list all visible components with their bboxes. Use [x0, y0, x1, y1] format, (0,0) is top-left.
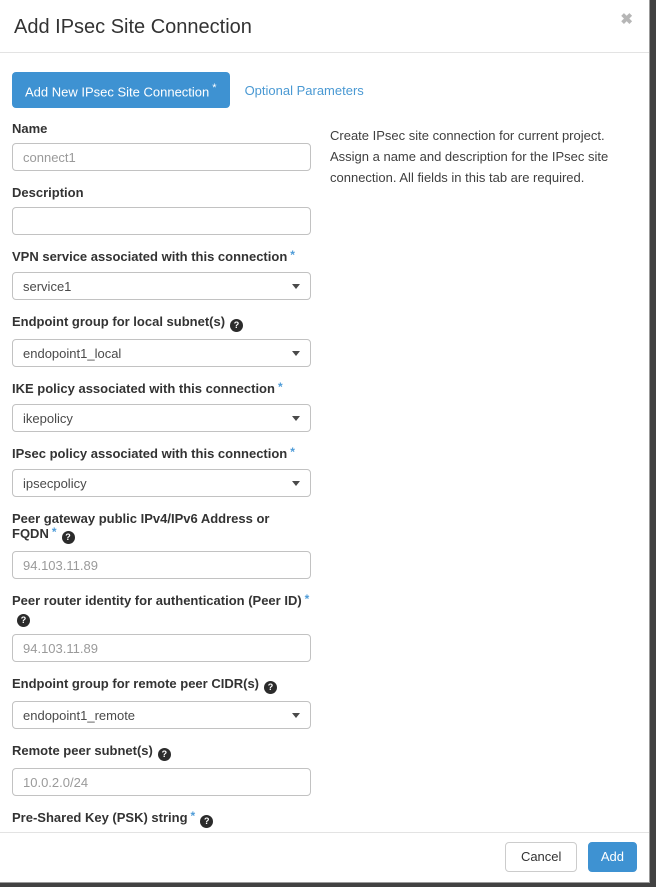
modal-body [0, 72, 649, 877]
chevron-down-icon [292, 284, 300, 289]
help-icon[interactable]: ? [230, 319, 243, 332]
field-label-text: Endpoint group for remote peer CIDR(s) [12, 676, 259, 692]
field-label-name [12, 121, 311, 136]
select-value: ikepolicy [23, 410, 73, 426]
name-input[interactable] [12, 143, 311, 171]
required-asterisk: * [277, 380, 283, 395]
field-label-text: Pre-Shared Key (PSK) string [12, 810, 188, 826]
endpoint-group-remote-select[interactable] [12, 701, 311, 729]
vpn-service-select[interactable] [12, 272, 311, 300]
field-label-text: Name [12, 121, 48, 137]
required-asterisk: * [290, 445, 295, 460]
peer-router-identity-input-wrap [12, 634, 311, 662]
description-input-wrap [12, 207, 311, 235]
modal-footer [0, 832, 649, 882]
required-asterisk: * [190, 809, 196, 824]
select-value: ipsecpolicy [23, 475, 87, 491]
help-icon[interactable]: ? [17, 614, 30, 627]
ipsec-policy-select[interactable] [12, 469, 311, 497]
field-label-peer-router-identity [12, 593, 311, 627]
help-icon[interactable]: ? [158, 748, 171, 761]
field-label-endpoint-group-local [12, 314, 311, 332]
modal-title: Add IPsec Site Connection [14, 16, 252, 38]
cancel-button[interactable]: Cancel [505, 842, 577, 872]
field-label-ike-policy [12, 381, 311, 397]
remote-peer-subnets-input-wrap [12, 768, 311, 796]
peer-gateway-address-input-wrap [12, 551, 311, 579]
form-group-peer-gateway-address [12, 511, 311, 579]
add-button[interactable]: Add [588, 842, 637, 872]
field-label-text: Description [12, 185, 84, 201]
chevron-down-icon [292, 351, 300, 356]
peer-gateway-address-input[interactable] [12, 551, 311, 579]
form-group-name [12, 121, 311, 171]
tabs-row [12, 72, 637, 108]
ike-policy-select[interactable] [12, 404, 311, 432]
select-value: endopoint1_local [23, 345, 122, 361]
tab-add-new-ipsec-site-connection[interactable] [12, 72, 230, 108]
field-label-text: VPN service associated with this connection [12, 249, 288, 265]
help-icon[interactable]: ? [62, 531, 75, 544]
field-label-text: Peer router identity for authentication (Peer ID) [12, 593, 302, 609]
field-label-description [12, 185, 311, 200]
field-label-endpoint-group-remote [12, 676, 311, 694]
form-group-ipsec-policy [12, 446, 311, 497]
select-value: endopoint1_remote [23, 707, 136, 723]
field-label-remote-peer-subnets [12, 743, 311, 761]
field-label-text: Endpoint group for local subnet(s) [12, 314, 226, 330]
chevron-down-icon [292, 416, 300, 421]
field-label-text: Remote peer subnet(s) [12, 743, 153, 759]
help-icon[interactable]: ? [200, 815, 213, 828]
tab-required-asterisk: * [212, 82, 217, 94]
field-label-ipsec-policy [12, 446, 311, 462]
field-label-vpn-service [12, 249, 311, 265]
form-group-vpn-service [12, 249, 311, 300]
field-label-text: IPsec policy associated with this connection [12, 446, 288, 462]
field-label-text: Peer gateway public IPv4/IPv6 Address or FQDN [12, 511, 270, 542]
description-input[interactable] [12, 207, 311, 235]
field-label-peer-gateway-address [12, 511, 311, 544]
form-group-ike-policy [12, 381, 311, 432]
tab-optional-parameters[interactable]: Optional Parameters [244, 82, 364, 98]
chevron-down-icon [292, 713, 300, 718]
close-icon[interactable]: ✖ [620, 11, 633, 28]
form-group-endpoint-group-remote [12, 676, 311, 729]
required-asterisk: * [51, 525, 57, 540]
form-group-remote-peer-subnets [12, 743, 311, 796]
form-fields [12, 121, 311, 877]
required-asterisk: * [290, 248, 295, 263]
field-label-psk [12, 810, 311, 828]
form-group-description [12, 185, 311, 235]
name-input-wrap [12, 143, 311, 171]
peer-router-identity-input[interactable] [12, 634, 311, 662]
form-group-peer-router-identity [12, 593, 311, 662]
endpoint-group-local-select[interactable] [12, 339, 311, 367]
body-columns [12, 121, 637, 877]
form-group-endpoint-group-local [12, 314, 311, 367]
tab-active-label: Add New IPsec Site Connection [25, 84, 210, 100]
help-text: Create IPsec site connection for current project. Assign a name and description for the IPsec site connection. All fields in this tab are required. [330, 128, 609, 186]
remote-peer-subnets-input[interactable] [12, 768, 311, 796]
help-icon[interactable]: ? [264, 681, 277, 694]
select-value: service1 [23, 278, 72, 294]
required-asterisk: * [304, 592, 310, 607]
modal-header [0, 0, 649, 53]
field-label-text: IKE policy associated with this connection [12, 381, 275, 397]
chevron-down-icon [292, 481, 300, 486]
